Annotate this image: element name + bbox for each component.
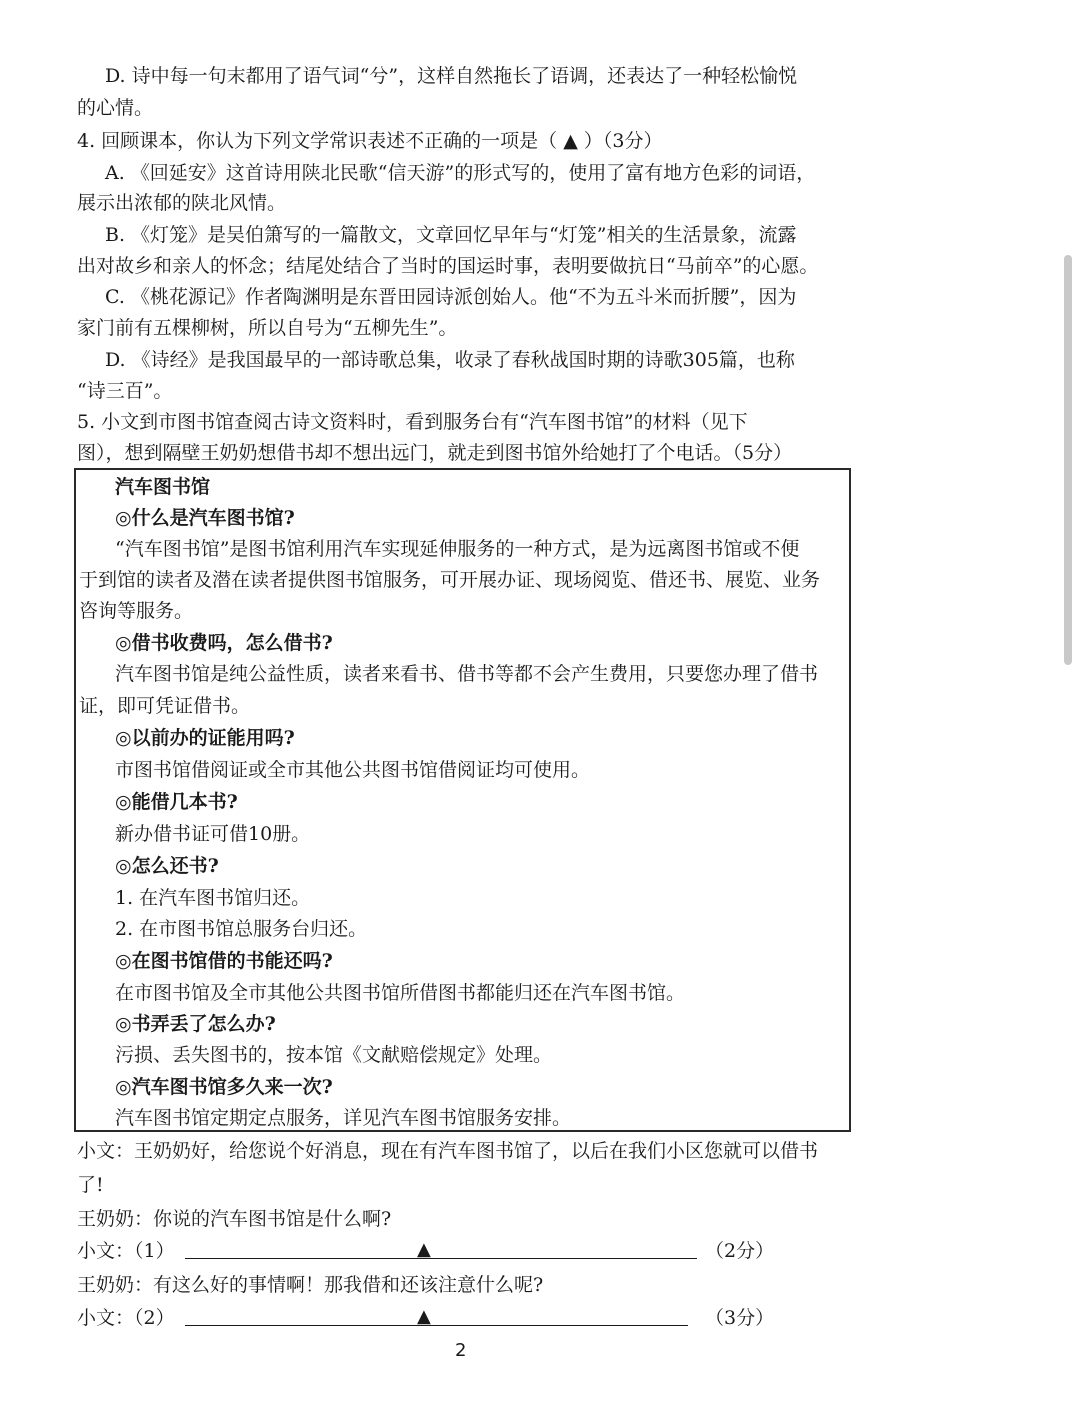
box-para-8: 汽车图书馆定期定点服务，详见汽车图书馆服务安排。 (115, 1107, 572, 1129)
dialog-wangnainai-2: 王奶奶：有这么好的事情啊！那我借和还该注意什么呢? (77, 1274, 544, 1296)
box-heading-3: ◎以前办的证能用吗? (115, 727, 295, 749)
q4-stem: 4. 回顾课本，你认为下列文学常识表述不正确的一项是（ ▲ ）（3分） (77, 130, 663, 152)
blank-marker-1: ▲ (417, 1239, 431, 1260)
q4-option-b-line2: 出对故乡和亲人的怀念；结尾处结合了当时的国运时事，表明要做抗日“马前卒”的心愿。 (77, 255, 819, 277)
dialog-xiaowen-2-label: 小文：（1） (77, 1240, 175, 1262)
box-heading-2: ◎借书收费吗，怎么借书? (115, 632, 333, 654)
box-para-4: 新办借书证可借10册。 (115, 823, 311, 845)
q3-option-d-line2: 的心情。 (77, 97, 154, 119)
box-para-3: 市图书馆借阅证或全市其他公共图书馆借阅证均可使用。 (115, 759, 591, 781)
q5-stem-line2: 图），想到隔壁王奶奶想借书却不想出远门，就走到图书馆外给她打了个电话。（5分） (77, 442, 793, 464)
box-heading-6: ◎在图书馆借的书能还吗? (115, 950, 333, 972)
box-para-2-line2: 证，即可凭证借书。 (79, 695, 251, 717)
dialog-xiaowen-3-score: （3分） (705, 1307, 775, 1329)
box-para-1-line2: 于到馆的读者及潜在读者提供图书馆服务，可开展办证、现场阅览、借还书、展览、业务 (79, 569, 821, 591)
dialog-xiaowen-2-score: （2分） (705, 1240, 775, 1262)
box-title: 汽车图书馆 (115, 476, 211, 498)
q4-option-d-line1: D. 《诗经》是我国最早的一部诗歌总集，收录了春秋战国时期的诗歌305篇，也称 (105, 349, 795, 371)
q4-option-c-line1: C. 《桃花源记》作者陶渊明是东晋田园诗派创始人。他“不为五斗米而折腰”，因为 (105, 286, 797, 308)
dialog-xiaowen-1-line2: 了! (77, 1174, 104, 1196)
q4-option-d-line2: “诗三百”。 (77, 380, 173, 402)
answer-blank-2[interactable] (185, 1325, 688, 1326)
dialog-xiaowen-1-line1: 小文：王奶奶好，给您说个好消息，现在有汽车图书馆了，以后在我们小区您就可以借书 (77, 1140, 819, 1162)
box-heading-4: ◎能借几本书? (115, 791, 238, 813)
box-heading-5: ◎怎么还书? (115, 855, 219, 877)
box-para-2-line1: 汽车图书馆是纯公益性质，读者来看书、借书等都不会产生费用，只要您办理了借书 (115, 663, 819, 685)
dialog-wangnainai-1: 王奶奶：你说的汽车图书馆是什么啊? (77, 1208, 392, 1230)
box-para-5-item1: 1. 在汽车图书馆归还。 (115, 887, 311, 909)
box-heading-1: ◎什么是汽车图书馆? (115, 507, 295, 529)
box-heading-7: ◎书弄丢了怎么办? (115, 1013, 276, 1035)
box-para-5-item2: 2. 在市图书馆总服务台归还。 (115, 918, 368, 940)
box-para-6: 在市图书馆及全市其他公共图书馆所借图书都能归还在汽车图书馆。 (115, 982, 686, 1004)
q4-option-b-line1: B. 《灯笼》是吴伯箫写的一篇散文，文章回忆早年与“灯笼”相关的生活景象，流露 (105, 224, 797, 246)
box-para-7: 污损、丢失图书的，按本馆《文献赔偿规定》处理。 (115, 1044, 553, 1066)
answer-blank-1[interactable] (185, 1258, 697, 1259)
dialog-xiaowen-3-label: 小文：（2） (77, 1307, 175, 1329)
q5-stem-line1: 5. 小文到市图书馆查阅古诗文资料时，看到服务台有“汽车图书馆”的材料（见下 (77, 411, 748, 433)
box-para-1-line1: “汽车图书馆”是图书馆利用汽车实现延伸服务的一种方式，是为远离图书馆或不便 (115, 538, 800, 560)
q4-option-c-line2: 家门前有五棵柳树，所以自号为“五柳先生”。 (77, 317, 458, 339)
blank-marker-2: ▲ (417, 1306, 431, 1327)
q4-option-a-line1: A. 《回延安》这首诗用陕北民歌“信天游”的形式写的，使用了富有地方色彩的词语， (105, 162, 816, 184)
box-para-1-line3: 咨询等服务。 (79, 600, 194, 622)
q4-option-a-line2: 展示出浓郁的陕北风情。 (77, 192, 287, 214)
page-number: 2 (455, 1340, 467, 1361)
box-heading-8: ◎汽车图书馆多久来一次? (115, 1076, 333, 1098)
q3-option-d-line1: D. 诗中每一句末都用了语气词“兮”，这样自然拖长了语调，还表达了一种轻松愉悦 (105, 65, 798, 87)
scrollbar-thumb[interactable] (1064, 255, 1072, 665)
